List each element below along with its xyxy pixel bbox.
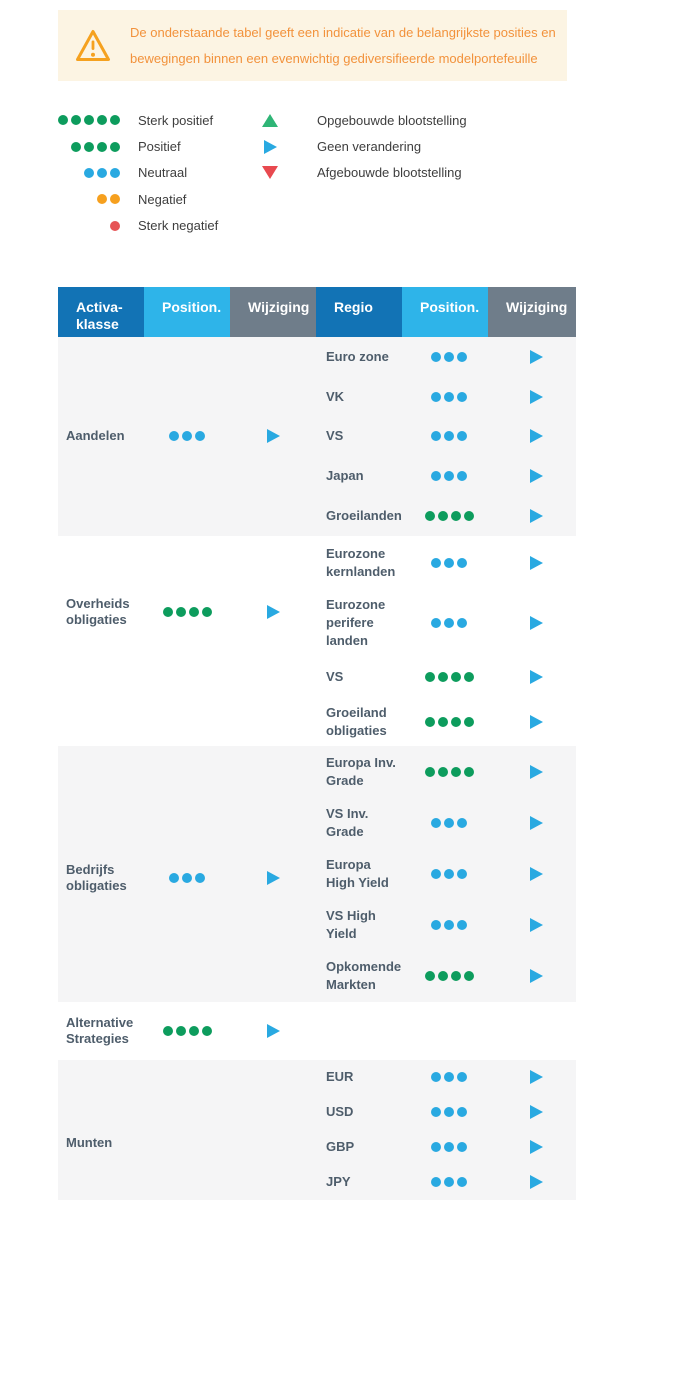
arrow-right-icon xyxy=(530,616,543,630)
dot-blue xyxy=(444,618,454,628)
arrow-right-icon xyxy=(267,429,280,443)
region-row xyxy=(316,377,576,417)
region-row xyxy=(316,848,576,899)
region-change-cell xyxy=(488,715,576,729)
dot-green xyxy=(189,1026,199,1036)
region-label: Europa High Yield xyxy=(326,856,389,890)
legend-change-row xyxy=(262,107,467,133)
legend-positions xyxy=(58,107,218,239)
region-change-cell xyxy=(488,616,576,630)
legend-position-label: Sterk positief xyxy=(138,112,214,128)
dot-green xyxy=(425,672,435,682)
header-position-1: Position. xyxy=(144,287,230,337)
header-wijziging-1: Wijziging xyxy=(230,287,316,337)
dot-green xyxy=(97,142,107,152)
legend-position-row xyxy=(58,133,218,159)
region-row xyxy=(316,698,576,746)
dot-blue xyxy=(431,1177,441,1187)
dot-green xyxy=(110,142,120,152)
dot-blue xyxy=(457,431,467,441)
region-rows xyxy=(316,337,576,536)
asset-change-cell xyxy=(230,337,316,536)
region-label: Euro zone xyxy=(326,348,389,364)
legend-position-row xyxy=(58,186,218,212)
arrow-right-icon xyxy=(267,871,280,885)
region-position-cell xyxy=(402,1107,488,1117)
arrow-down-icon xyxy=(262,166,278,179)
legend-arrow-box xyxy=(262,140,278,154)
dot-blue xyxy=(444,471,454,481)
asset-class-cell xyxy=(58,337,144,536)
dot-blue xyxy=(457,1177,467,1187)
region-label: Eurozone perifere landen xyxy=(326,596,386,648)
region-cell xyxy=(316,388,402,406)
region-label: Groeiland obligaties xyxy=(326,704,387,738)
region-label: Groeilanden xyxy=(326,508,402,524)
arrow-right-icon xyxy=(530,390,543,404)
region-cell xyxy=(316,1068,402,1086)
position-dots-blue-3 xyxy=(169,873,205,883)
asset-class-cell xyxy=(58,1060,144,1200)
position-dots-blue-3 xyxy=(431,818,467,828)
region-cell xyxy=(316,668,402,686)
region-row xyxy=(316,1060,576,1095)
table-section xyxy=(58,746,576,1002)
arrow-right-icon xyxy=(530,429,543,443)
position-dots-green-4 xyxy=(163,607,212,617)
region-cell xyxy=(316,507,402,525)
dot-blue xyxy=(457,1142,467,1152)
region-position-cell xyxy=(402,558,488,568)
warning-triangle-icon xyxy=(75,29,111,62)
region-row xyxy=(316,1165,576,1200)
region-row xyxy=(316,337,576,377)
dot-blue xyxy=(431,352,441,362)
region-position-cell xyxy=(402,971,488,981)
dot-green xyxy=(163,607,173,617)
dot-green xyxy=(451,971,461,981)
dot-blue xyxy=(195,873,205,883)
legend-arrow-box xyxy=(262,114,278,127)
legend-position-label: Sterk negatief xyxy=(138,218,219,234)
region-row xyxy=(316,590,576,656)
dot-blue xyxy=(444,1177,454,1187)
dot-blue xyxy=(444,431,454,441)
dot-blue xyxy=(444,558,454,568)
dot-green xyxy=(451,672,461,682)
region-change-cell xyxy=(488,469,576,483)
dot-blue xyxy=(444,352,454,362)
legend-position-label: Negatief xyxy=(138,191,187,207)
region-change-cell xyxy=(488,816,576,830)
position-dots-blue-3 xyxy=(431,352,467,362)
region-row xyxy=(316,1130,576,1165)
region-change-cell xyxy=(488,1140,576,1154)
dot-blue xyxy=(169,873,179,883)
position-dots-green-4 xyxy=(163,1026,212,1036)
dot-blue xyxy=(169,431,179,441)
region-label: Japan xyxy=(326,468,364,484)
arrow-right-icon xyxy=(530,1140,543,1154)
position-dots-blue-3 xyxy=(84,168,120,178)
asset-class-label: Munten xyxy=(66,1134,113,1150)
region-cell xyxy=(316,856,402,892)
region-row xyxy=(316,656,576,698)
table-header-row xyxy=(58,287,576,337)
region-position-cell xyxy=(402,352,488,362)
dot-blue xyxy=(97,168,107,178)
legend-position-row xyxy=(58,107,218,133)
region-change-cell xyxy=(488,390,576,404)
dot-green xyxy=(438,672,448,682)
legend-position-row xyxy=(58,213,218,239)
dot-blue xyxy=(431,1142,441,1152)
dot-blue xyxy=(444,1072,454,1082)
dot-green xyxy=(464,672,474,682)
arrow-right-icon xyxy=(530,1175,543,1189)
region-position-cell xyxy=(402,471,488,481)
region-label: Eurozone kernlanden xyxy=(326,545,396,579)
dot-blue xyxy=(457,1072,467,1082)
legend-dots-box xyxy=(58,221,120,231)
region-change-cell xyxy=(488,1175,576,1189)
dot-orange xyxy=(110,194,120,204)
dot-green xyxy=(84,115,94,125)
positions-table xyxy=(58,287,576,1200)
region-position-cell xyxy=(402,818,488,828)
dot-blue xyxy=(182,873,192,883)
asset-class-label: Alternative Strategies xyxy=(66,1014,134,1046)
region-rows xyxy=(316,746,576,1002)
header-wijziging-2: Wijziging xyxy=(488,287,576,337)
region-change-cell xyxy=(488,867,576,881)
region-change-cell xyxy=(488,556,576,570)
arrow-right-icon xyxy=(530,1105,543,1119)
region-label: Europa Inv. Grade xyxy=(326,754,396,788)
position-dots-green-4 xyxy=(425,717,474,727)
table-body xyxy=(58,337,576,1200)
region-cell xyxy=(316,805,402,841)
arrow-right-icon xyxy=(264,140,277,154)
asset-position-cell xyxy=(144,536,230,746)
position-dots-green-4 xyxy=(425,511,474,521)
asset-position-cell xyxy=(144,1060,230,1200)
region-row xyxy=(316,417,576,457)
dot-green xyxy=(425,717,435,727)
dot-blue xyxy=(84,168,94,178)
dot-green xyxy=(97,115,107,125)
dot-green xyxy=(425,511,435,521)
dot-green xyxy=(71,142,81,152)
position-dots-blue-3 xyxy=(431,392,467,402)
arrow-right-icon xyxy=(267,605,280,619)
legend-arrow-box xyxy=(262,166,278,179)
arrow-right-icon xyxy=(530,969,543,983)
region-change-cell xyxy=(488,350,576,364)
region-change-cell xyxy=(488,429,576,443)
region-label: Opkomende Markten xyxy=(326,959,402,993)
position-dots-green-5 xyxy=(58,115,120,125)
region-cell xyxy=(316,1103,402,1121)
asset-position-cell xyxy=(144,337,230,536)
region-row xyxy=(316,797,576,848)
region-row xyxy=(316,1095,576,1130)
dot-red xyxy=(110,221,120,231)
legend-position-label: Neutraal xyxy=(138,165,188,181)
position-dots-blue-3 xyxy=(431,869,467,879)
region-cell xyxy=(316,467,402,485)
region-change-cell xyxy=(488,969,576,983)
position-dots-blue-3 xyxy=(431,920,467,930)
region-label: VS xyxy=(326,668,344,684)
header-position-2: Position. xyxy=(402,287,488,337)
region-rows xyxy=(316,1002,576,1060)
asset-change-cell xyxy=(230,1060,316,1200)
legend-change-label: Geen verandering xyxy=(317,139,422,155)
dot-blue xyxy=(444,392,454,402)
dot-blue xyxy=(444,920,454,930)
dot-blue xyxy=(195,431,205,441)
region-change-cell xyxy=(488,765,576,779)
region-cell xyxy=(316,1138,402,1156)
dot-orange xyxy=(97,194,107,204)
dot-blue xyxy=(457,352,467,362)
dot-green xyxy=(71,115,81,125)
region-row xyxy=(316,900,576,951)
region-cell xyxy=(316,427,402,445)
region-cell xyxy=(316,596,402,650)
arrow-right-icon xyxy=(530,1070,543,1084)
region-label: VS xyxy=(326,428,344,444)
dot-green xyxy=(425,971,435,981)
dot-blue xyxy=(444,818,454,828)
dot-green xyxy=(464,767,474,777)
dot-green xyxy=(163,1026,173,1036)
region-cell xyxy=(316,1173,402,1191)
dot-green xyxy=(202,607,212,617)
dot-green xyxy=(189,607,199,617)
asset-class-cell xyxy=(58,1002,144,1060)
arrow-right-icon xyxy=(530,816,543,830)
table-section xyxy=(58,1002,576,1060)
position-dots-blue-3 xyxy=(431,558,467,568)
dot-blue xyxy=(431,618,441,628)
region-position-cell xyxy=(402,1072,488,1082)
arrow-right-icon xyxy=(530,350,543,364)
region-position-cell xyxy=(402,431,488,441)
legend-dots-box xyxy=(58,168,120,178)
arrow-right-icon xyxy=(530,765,543,779)
warning-banner xyxy=(58,10,567,81)
asset-class-label: Overheids obligaties xyxy=(66,595,130,627)
region-position-cell xyxy=(402,920,488,930)
region-row xyxy=(316,536,576,590)
region-change-cell xyxy=(488,1105,576,1119)
dot-blue xyxy=(457,558,467,568)
region-label: USD xyxy=(326,1104,354,1120)
asset-position-cell xyxy=(144,746,230,1002)
dot-green xyxy=(438,767,448,777)
dot-green xyxy=(451,767,461,777)
region-position-cell xyxy=(402,717,488,727)
dot-blue xyxy=(431,818,441,828)
region-position-cell xyxy=(402,767,488,777)
dot-blue xyxy=(457,920,467,930)
legend-dots-box xyxy=(58,142,120,152)
position-dots-green-4 xyxy=(71,142,120,152)
dot-green xyxy=(438,717,448,727)
legend-position-row xyxy=(58,160,218,186)
arrow-right-icon xyxy=(530,509,543,523)
dot-green xyxy=(84,142,94,152)
position-dots-orange-2 xyxy=(97,194,120,204)
warning-text: De onderstaande tabel geeft een indicatie van de belangrijkste posities en bewegingen binnen een evenwichtig gediversifieerde modelportefeuille xyxy=(130,24,556,66)
position-dots-blue-3 xyxy=(431,1107,467,1117)
arrow-right-icon xyxy=(530,670,543,684)
dot-blue xyxy=(431,1107,441,1117)
table-section xyxy=(58,337,576,536)
arrow-right-icon xyxy=(530,867,543,881)
region-cell xyxy=(316,958,402,994)
legend-dots-box xyxy=(58,115,120,125)
region-rows xyxy=(316,1060,576,1200)
dot-blue xyxy=(457,392,467,402)
dot-blue xyxy=(457,1107,467,1117)
asset-class-label: Bedrijfs obligaties xyxy=(66,861,127,893)
header-activa-klasse: Activa-klasse xyxy=(58,287,144,337)
arrow-right-icon xyxy=(530,469,543,483)
region-rows xyxy=(316,536,576,746)
region-label: JPY xyxy=(326,1174,351,1190)
legend-change-row xyxy=(262,160,467,186)
legend-changes xyxy=(262,107,467,186)
region-change-cell xyxy=(488,509,576,523)
region-position-cell xyxy=(402,672,488,682)
region-cell xyxy=(316,907,402,943)
position-dots-blue-3 xyxy=(431,618,467,628)
arrow-right-icon xyxy=(530,715,543,729)
legend-change-row xyxy=(262,133,467,159)
region-row xyxy=(316,746,576,797)
dot-green xyxy=(464,511,474,521)
position-dots-green-4 xyxy=(425,971,474,981)
position-dots-blue-3 xyxy=(431,1177,467,1187)
region-change-cell xyxy=(488,670,576,684)
dot-green xyxy=(58,115,68,125)
region-cell xyxy=(316,754,402,790)
dot-green xyxy=(451,717,461,727)
dot-green xyxy=(438,971,448,981)
dot-blue xyxy=(444,869,454,879)
region-position-cell xyxy=(402,511,488,521)
dot-green xyxy=(202,1026,212,1036)
dot-blue xyxy=(457,471,467,481)
arrow-right-icon xyxy=(267,1024,280,1038)
region-position-cell xyxy=(402,1177,488,1187)
asset-change-cell xyxy=(230,1002,316,1060)
asset-change-cell xyxy=(230,746,316,1002)
dot-blue xyxy=(431,392,441,402)
arrow-right-icon xyxy=(530,556,543,570)
region-cell xyxy=(316,704,402,740)
arrow-right-icon xyxy=(530,918,543,932)
region-change-cell xyxy=(488,918,576,932)
position-dots-green-4 xyxy=(425,672,474,682)
dot-green xyxy=(438,511,448,521)
position-dots-blue-3 xyxy=(169,431,205,441)
legend-change-label: Opgebouwde blootstelling xyxy=(317,112,467,128)
table-section xyxy=(58,1060,576,1200)
region-cell xyxy=(316,545,402,581)
dot-blue xyxy=(457,869,467,879)
arrow-up-icon xyxy=(262,114,278,127)
asset-position-cell xyxy=(144,1002,230,1060)
dot-blue xyxy=(182,431,192,441)
position-dots-blue-3 xyxy=(431,431,467,441)
dot-blue xyxy=(457,618,467,628)
legend-change-label: Afgebouwde blootstelling xyxy=(317,165,462,181)
region-position-cell xyxy=(402,618,488,628)
asset-class-cell xyxy=(58,746,144,1002)
position-dots-red-1 xyxy=(110,221,120,231)
header-regio: Regio xyxy=(316,287,402,337)
legend-dots-box xyxy=(58,194,120,204)
region-label: VS Inv. Grade xyxy=(326,805,369,839)
position-dots-blue-3 xyxy=(431,1142,467,1152)
position-dots-blue-3 xyxy=(431,1072,467,1082)
asset-change-cell xyxy=(230,536,316,746)
region-position-cell xyxy=(402,869,488,879)
legend-position-label: Positief xyxy=(138,139,181,155)
region-cell xyxy=(316,348,402,366)
asset-class-label: Aandelen xyxy=(66,428,125,444)
region-label: VK xyxy=(326,388,345,404)
dot-blue xyxy=(431,558,441,568)
dot-green xyxy=(451,511,461,521)
position-dots-green-4 xyxy=(425,767,474,777)
region-position-cell xyxy=(402,1142,488,1152)
dot-blue xyxy=(431,920,441,930)
dot-green xyxy=(176,607,186,617)
dot-blue xyxy=(431,1072,441,1082)
region-position-cell xyxy=(402,392,488,402)
position-dots-blue-3 xyxy=(431,471,467,481)
dot-blue xyxy=(431,869,441,879)
dot-green xyxy=(425,767,435,777)
dot-blue xyxy=(431,471,441,481)
dot-blue xyxy=(457,818,467,828)
region-row xyxy=(316,496,576,536)
region-change-cell xyxy=(488,1070,576,1084)
dot-blue xyxy=(110,168,120,178)
region-label: EUR xyxy=(326,1069,354,1085)
region-label: VS High Yield xyxy=(326,908,376,942)
dot-blue xyxy=(444,1107,454,1117)
dot-blue xyxy=(431,431,441,441)
asset-class-cell xyxy=(58,536,144,746)
region-row xyxy=(316,951,576,1002)
region-row xyxy=(316,456,576,496)
dot-green xyxy=(464,717,474,727)
dot-green xyxy=(464,971,474,981)
dot-green xyxy=(110,115,120,125)
dot-blue xyxy=(444,1142,454,1152)
table-section xyxy=(58,536,576,746)
dot-green xyxy=(176,1026,186,1036)
region-label: GBP xyxy=(326,1139,355,1155)
